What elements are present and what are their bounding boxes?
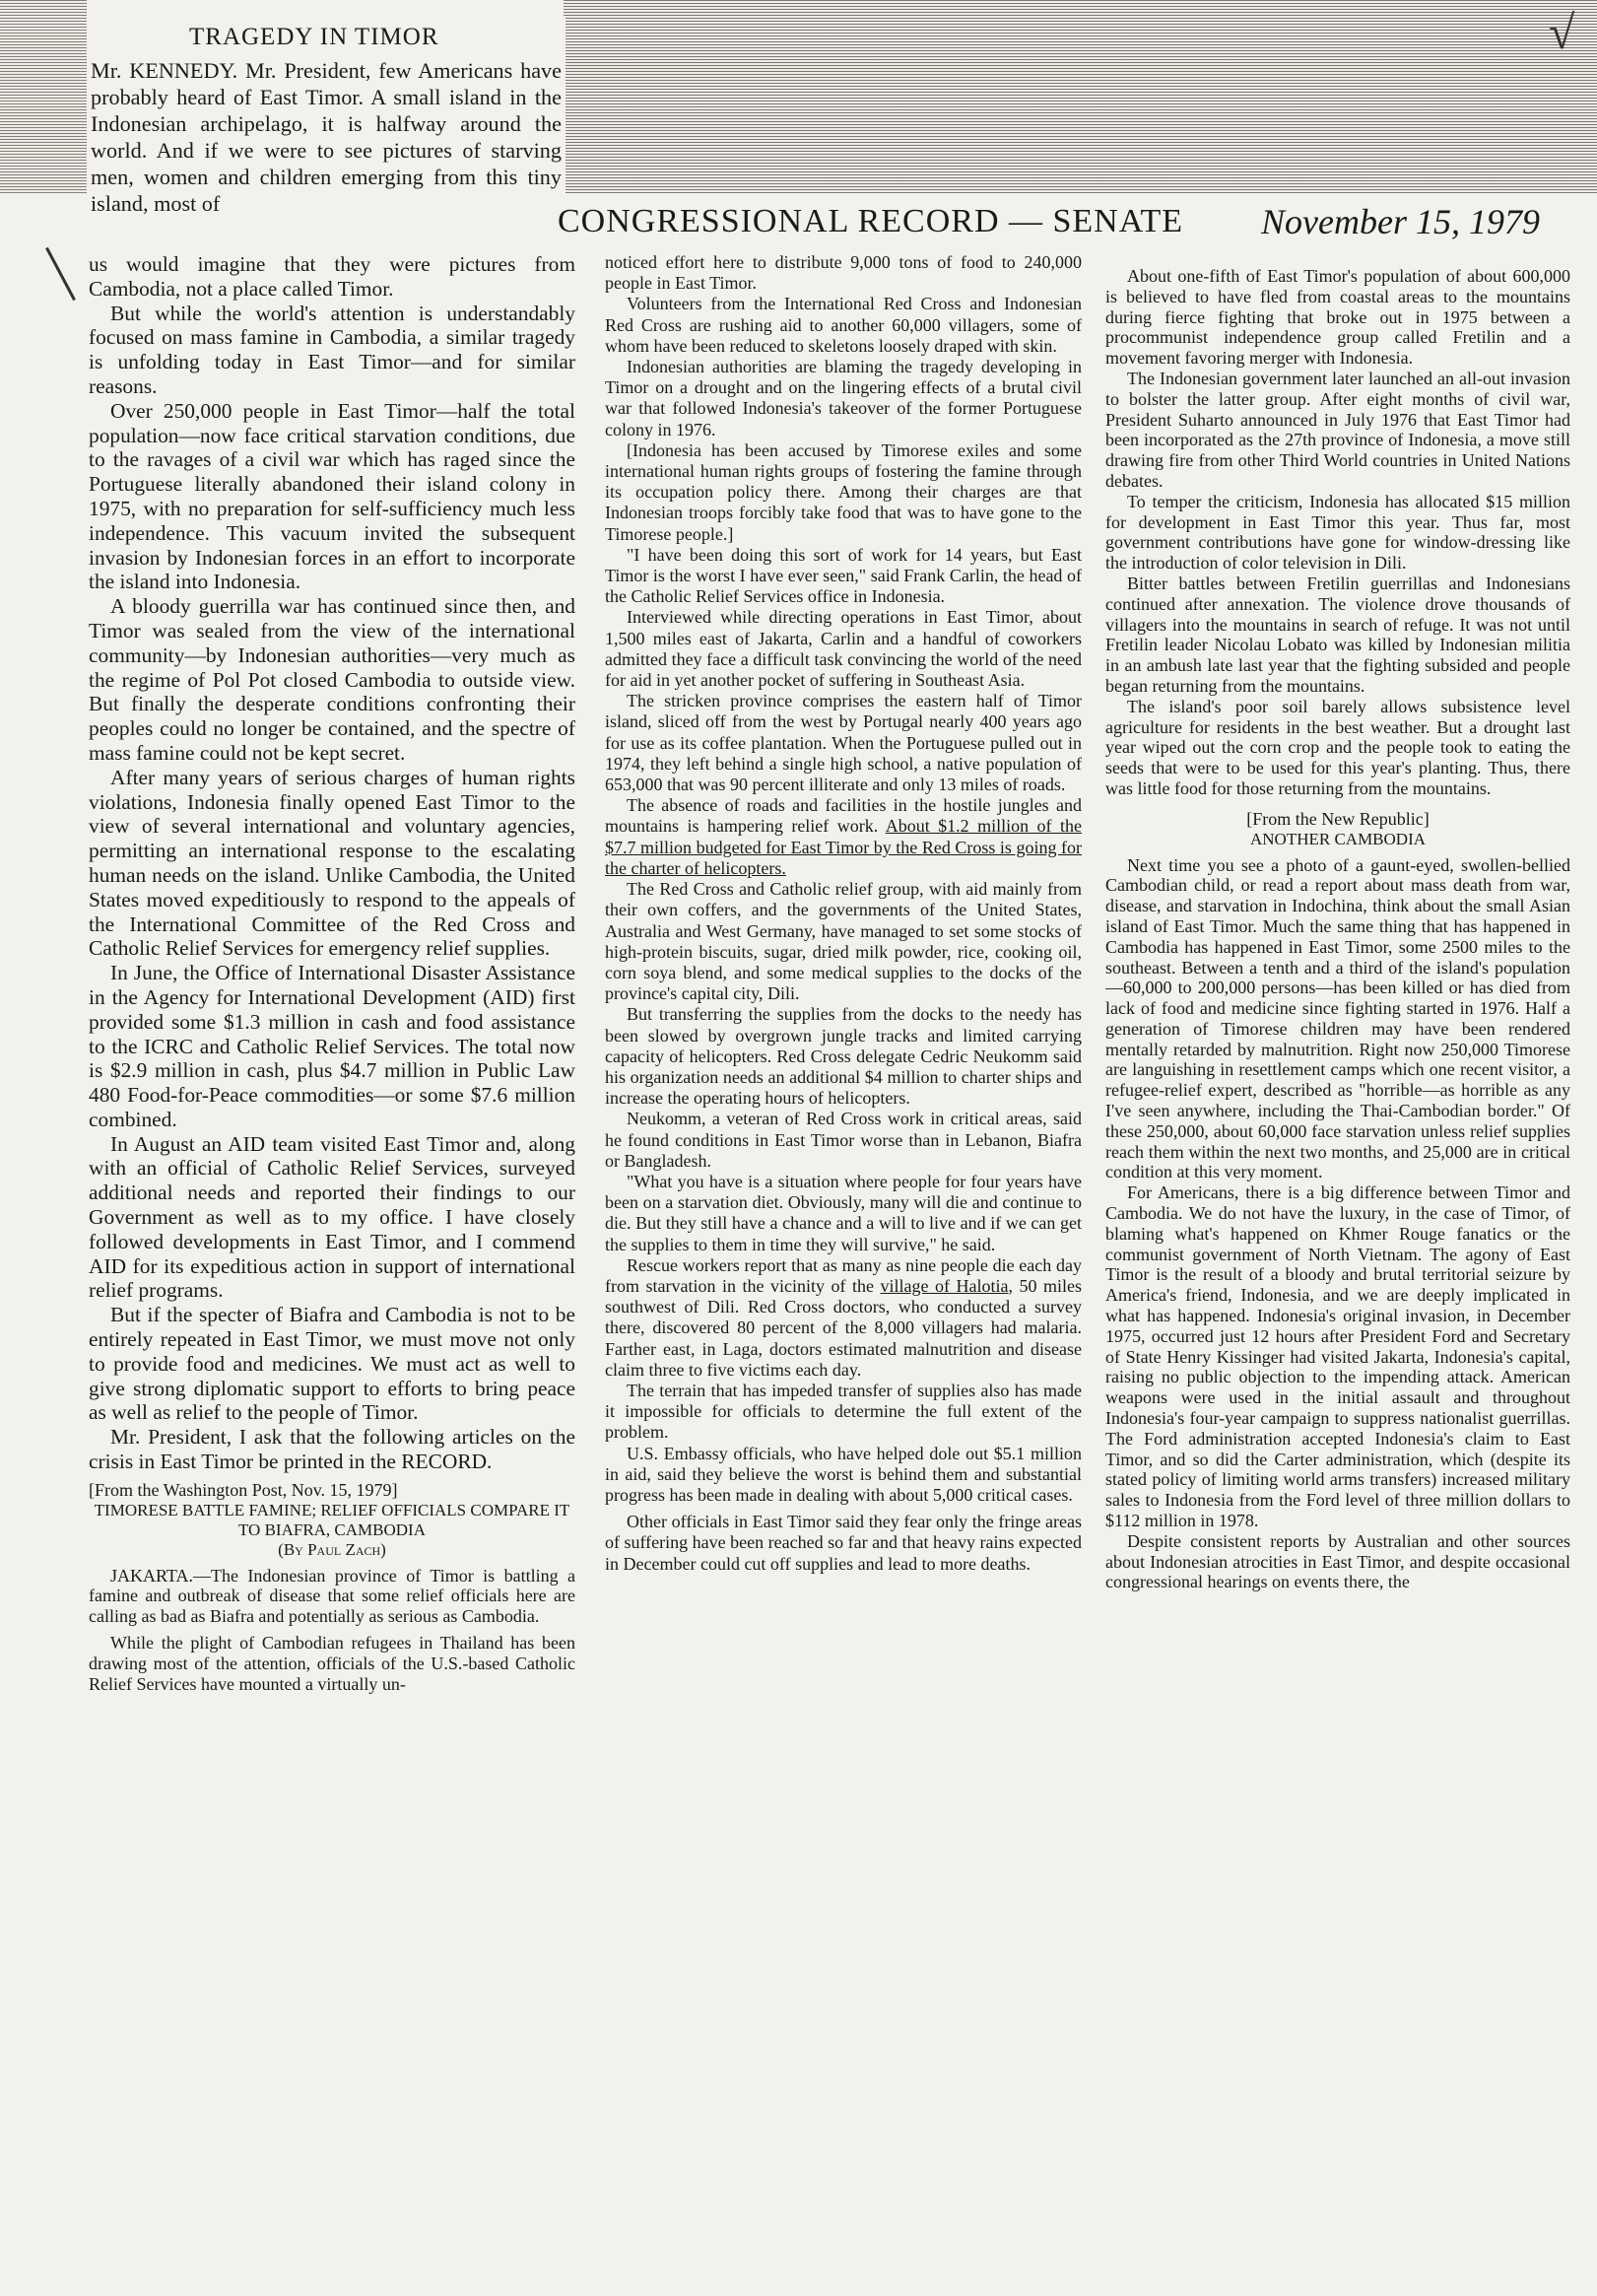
- paragraph: The island's poor soil barely allows subsistence level agriculture for residents in the best weather. But a drought last year wiped out the corn crop and the people took to eating the seeds that were to be used for this year's planting. Thus, there was little food for those returning from the mountains.: [1105, 696, 1570, 798]
- paragraph: For Americans, there is a big difference between Timor and Cambodia. We do not have the luxury, in the case of Timor, of blaming what's happened on Khmer Rouge fanatics or the communist government of North Vietnam. The agony of East Timor is the result of a bloody and brutal territorial seizure by America's friend, Indonesia, and we are deeply implicated in what has happened. Indonesia's original invasion, in December 1975, occurred just 12 hours after President Ford and Secretary of State Henry Kissinger had visited Jakarta, Indonesia's capital, raising no public objection to the impending attack. American weapons were used in the initial assault and throughout Indonesia's four-year campaign to suppress nationalist guerrillas. The Ford administration accepted Indonesia's claim to East Timor, and so did the Carter administration, which (despite its stated policy of limiting world arms transfers) increased military sales to Indonesia from the Ford level of three million dollars to $112 million in 1978.: [1105, 1182, 1570, 1531]
- paragraph: Neukomm, a veteran of Red Cross work in critical areas, said he found conditions in East Timor worse than in Lebanon, Biafra or Bangladesh.: [605, 1109, 1082, 1171]
- paragraph: Indonesian authorities are blaming the tragedy developing in Timor on a drought and on the lingering effects of a brutal civil war that followed Indonesia's takeover of the former Portuguese colony in 1976.: [605, 357, 1082, 439]
- column-2: [605, 252, 1082, 2174]
- paragraph: The Red Cross and Catholic relief group, with aid mainly from their own coffers, and the governments of the United States, Australia and West Germany, have managed to set some stocks of high-protein biscuits, sugar, dried milk powder, rice, cooking oil, corn soya blend, and some medical supplies to the docks of the province's capital city, Dili.: [605, 879, 1082, 1004]
- byline: (By Paul Zach): [278, 1539, 386, 1559]
- column-1: [89, 252, 575, 2223]
- paragraph: In August an AID team visited East Timor and, along with an official of Catholic Relief Services, surveyed additional needs and reported their findings to our Government as well as to my office. I have closely followed developments in East Timor, and I commend AID for its expeditious action in support of international relief programs.: [89, 1131, 575, 1303]
- paragraph: Other officials in East Timor said they fear only the fringe areas of suffering have been reached so far and that heavy rains expected in December could cut off supplies and lead to more deaths.: [605, 1512, 1082, 1574]
- paragraph: In June, the Office of International Disaster Assistance in the Agency for International Development (AID) first provided some $1.3 million in cash and food assistance to the ICRC and Catholic Relief Services. The total now is $2.9 million in cash, plus $4.7 million in Public Law 480 Food-for-Peace commodities—or some $7.6 million combined.: [89, 961, 575, 1131]
- article-opening: Mr. KENNEDY. Mr. President, few Americans have probably heard of East Timor. A small island in the Indonesian archipelago, it is halfway around the world. And if we were to see pictures of starving men, women and children emerging from this tiny island, most of: [91, 58, 562, 216]
- paragraph: A bloody guerrilla war has continued since then, and Timor was sealed from the view of the international community—by Indonesian authorities—very much as the regime of Pol Pot closed Cambodia to outside view. But finally the desperate conditions confronting their peoples could no longer be contained, and the spectre of mass famine could not be kept secret.: [89, 594, 575, 765]
- paragraph: Over 250,000 people in East Timor—half the total population—now face critical starvation conditions, due to the ravages of a civil war which has raged since the Portuguese literally abandoned their island colony in 1975, with no preparation for self-sufficiency much less independence. This vacuum invited the subsequent invasion by Indonesian forces in an effort to incorporate the island into Indonesia.: [89, 398, 575, 594]
- check-mark: √: [1549, 7, 1575, 59]
- paragraph: But if the specter of Biafra and Cambodia is not to be entirely repeated in East Timor, we must move not only to provide food and medicines. We must act as well to give strong diplomatic support to efforts to bring peace as well as relief to the people of Timor.: [89, 1303, 575, 1425]
- text-run: Rescue workers report that as many as nine people die each day from starvation in the vicinity of the: [605, 1254, 1082, 1296]
- paragraph: noticed effort here to distribute 9,000 tons of food to 240,000 people in East Timor.: [605, 252, 1082, 294]
- paragraph: The terrain that has impeded transfer of supplies also has made it impossible for officials to determine the full extent of the problem.: [605, 1380, 1082, 1443]
- news-headline: ANOTHER CAMBODIA: [1249, 829, 1427, 848]
- text-run: The absence of roads and facilities in the hostile jungles and mountains is hampering relief work.: [605, 795, 1082, 837]
- paragraph: But transferring the supplies from the docks to the needy has been slowed by overgrown jungle tracks and limited carrying capacity of helicopters. Red Cross delegate Cedric Neukomm said his organization needs an additional $4 million to charter ships and increase the operating hours of helicopters.: [605, 1004, 1082, 1109]
- paragraph: "I have been doing this sort of work for 14 years, but East Timor is the worst I have ever seen," said Frank Carlin, the head of the Catholic Relief Services office in Indonesia.: [605, 544, 1082, 607]
- source-line: [From the New Republic]: [1246, 808, 1430, 829]
- paragraph: To temper the criticism, Indonesia has allocated $15 million for development in East Timor this year. Thus far, most government contributions have gone for window-dressing like the introduction of color television in Dili.: [1105, 491, 1570, 574]
- text-run: , 50 miles southwest of Dili. Red Cross doctors, who conducted a survey there, discovered 80 percent of the 8,000 villagers had malaria. Farther east, in Laga, doctors estimated malnutrition and disease claim three to five victims each day.: [605, 1275, 1082, 1380]
- paragraph: While the plight of Cambodian refugees in Thailand has been drawing most of the attention, officials of the U.S.-based Catholic Relief Services have mounted a virtually un-: [89, 1633, 575, 1694]
- record-title: CONGRESSIONAL RECORD — SENATE: [558, 203, 1184, 239]
- article-intro-block: [87, 18, 566, 217]
- paragraph: [605, 1255, 1082, 1381]
- record-date: November 15, 1979: [1261, 202, 1540, 241]
- paragraph: The Indonesian government later launched an all-out invasion to bolster the latter group. After eight months of civil war, President Suharto announced in July 1976 that East Timor had been incorporated as the 27th province of Indonesia, a move still drawing fire from other Third World countries in United Nations debates.: [1105, 368, 1570, 491]
- paragraph: Despite consistent reports by Australian and other sources about Indonesian atrocities in East Timor, and despite occasional congressional hearings on events there, the: [1105, 1530, 1570, 1592]
- paragraph: us would imagine that they were pictures from Cambodia, not a place called Timor.: [89, 252, 575, 301]
- article-heading: TRAGEDY IN TIMOR: [189, 24, 439, 50]
- column-3: [1105, 266, 1570, 2296]
- paragraph: [Indonesia has been accused by Timorese exiles and some international human rights groups of fostering the famine through its occupation policy there. Among their charges are that Indonesian troops forcibly take food that was to have gone to the Timorese people.]: [605, 439, 1082, 544]
- paragraph: U.S. Embassy officials, who have helped dole out $5.1 million in aid, said they believe the worst is behind them and substantial progress has been made in dealing with about 5,000 critical cases.: [605, 1443, 1082, 1505]
- paragraph: "What you have is a situation where people for four years have been on a starvation diet. Obviously, many will die and continue to die. But they still have a chance and a will to live and if we can get the supplies to them in time they will survive," he said.: [605, 1171, 1082, 1254]
- paragraph: Interviewed while directing operations in East Timor, about 1,500 miles east of Jakarta, Carlin and a handful of coworkers admitted they face a difficult task convincing the world of the need for aid in yet another pocket of suffering in Southeast Asia.: [605, 607, 1082, 691]
- paragraph: [605, 795, 1082, 879]
- paragraph: After many years of serious charges of human rights violations, Indonesia finally opened East Timor to the view of several international and voluntary agencies, permitting an international response to the escalating human needs on the island. Unlike Cambodia, the United States moved expeditiously to respond to the appeals of the International Committee of the Red Cross and Catholic Relief Services for emergency relief supplies.: [89, 765, 575, 961]
- paragraph: But while the world's attention is understandably focused on mass famine in Cambodia, a similar tragedy is unfolding today in East Timor—and for similar reasons.: [89, 301, 575, 398]
- paragraph: Bitter battles between Fretilin guerrillas and Indonesians continued after annexation. The violence drove thousands of villagers into the mountains in search of refuge. It was not until Fretilin leader Nicolau Lobato was killed by Indonesian militia in an ambush late last year that the fighting subsided and people began returning from the mountains.: [1105, 573, 1570, 696]
- source-line: [From the Washington Post, Nov. 15, 1979]: [89, 1479, 398, 1500]
- margin-bracket: [45, 247, 76, 301]
- underlined-text: village of Halotia: [880, 1275, 1009, 1296]
- paragraph: Volunteers from the International Red Cross and Indonesian Red Cross are rushing aid to another 60,000 villagers, some of whom have been reduced to skeletons loosely draped with skin.: [605, 294, 1082, 356]
- paragraph: The stricken province comprises the eastern half of Timor island, sliced off from the west by Portugal nearly 400 years ago for use as its coffee plantation. When the Portuguese pulled out in 1974, they left behind a single high school, a native population of 653,000 that was 90 percent illiterate and only 13 miles of roads.: [605, 691, 1082, 795]
- paragraph: JAKARTA.—The Indonesian province of Timor is battling a famine and outbreak of disease that some relief officials here are calling as bad as Biafra and potentially as serious as Cambodia.: [89, 1565, 575, 1627]
- paragraph: About one-fifth of East Timor's population of about 600,000 is believed to have fled from coastal areas to the mountains during fierce fighting that broke out in 1975 between a procommunist independence group called Fretilin and a movement favoring merger with Indonesia.: [1105, 266, 1570, 369]
- paragraph: Next time you see a photo of a gaunt-eyed, swollen-bellied Cambodian child, or read a report about mass death from war, disease, and starvation in Indochina, think about the small Asian island of East Timor. Much the same thing that has happened in Cambodia has happened in East Timor, some 2500 miles to the southeast. Between a tenth and a third of the island's population—60,000 to 200,000 persons—has been killed or has died from lack of food and medicine since fighting started in 1976. Half a generation of Timorese children may have been rendered mentally retarded by malnutrition. Right now 250,000 Timorese are languishing in resettlement camps which one recent visitor, a refugee-relief expert, described as "horrible—as horrible as any I've seen anywhere, including the Thai-Cambodian border." Of these 250,000, about 60,000 face starvation unless relief supplies reach them within the next two months, and 25,000 are in critical condition at this very moment.: [1105, 854, 1570, 1182]
- paragraph: Mr. President, I ask that the following articles on the crisis in East Timor be printed in the RECORD.: [89, 1425, 575, 1474]
- underlined-text: About $1.2 million of the $7.7 million budgeted for East Timor by the Red Cross is going for the charter of helicopters.: [605, 816, 1082, 878]
- halftone-band: [564, 0, 1597, 193]
- halftone-band-left: [0, 0, 87, 193]
- news-headline: TIMORESE BATTLE FAMINE; RELIEF OFFICIALS COMPARE IT TO BIAFRA, CAMBODIA: [94, 1500, 570, 1539]
